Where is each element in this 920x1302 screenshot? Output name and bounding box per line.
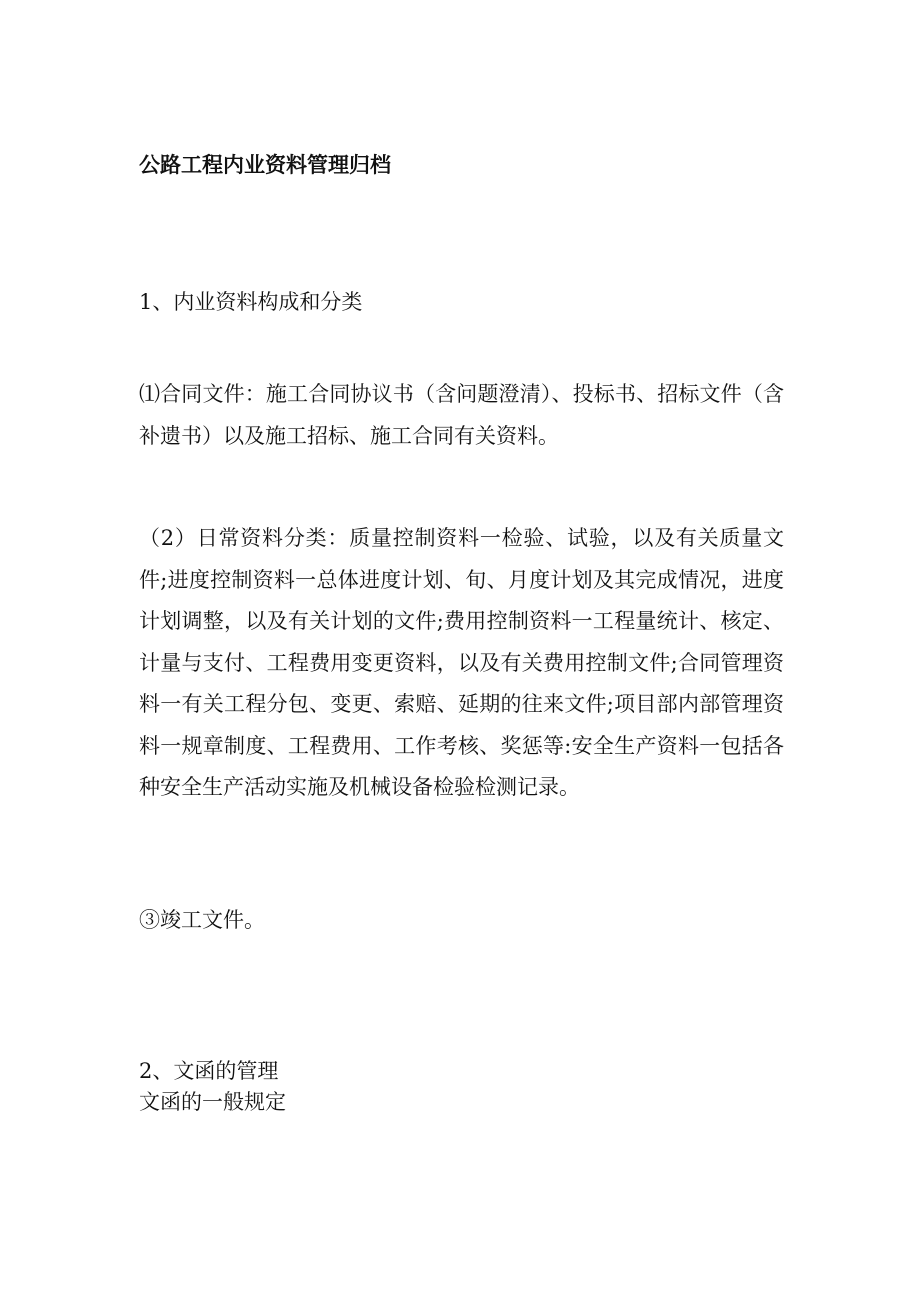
section-1-item-3: ③竣工文件。 bbox=[139, 908, 265, 932]
section-2-subheading: 文函的一般规定 bbox=[139, 1090, 286, 1114]
section-1-item-1: ⑴合同文件：施工合同协议书（含问题澄清）、投标书、招标文件（含补遗书）以及施工招标、施工合同有关资料。 bbox=[139, 382, 784, 448]
section-1-heading: 1、内业资料构成和分类 bbox=[139, 290, 363, 314]
section-2-heading: 2、文函的管理 bbox=[139, 1059, 279, 1083]
section-1-item-2: （2）日常资料分类：质量控制资料一检验、试验，以及有关质量文件;进度控制资料一总体进度计划、旬、月度计划及其完成情况，进度计划调整，以及有关计划的文件;费用控制资料一工程量统计、核定、计量与支付、工程费用变更资料，以及有关费用控制文件;合同管理资料一有关工程分包、变更、索赔、延期的往来文件;项目部内部管理资料一规章制度、工程费用、工作考核、奖惩等:安全生产资料一包括各种安全生产活动实施及机械设备检验检测记录。 bbox=[139, 526, 784, 799]
document-title: 公路工程内业资料管理归档 bbox=[139, 153, 391, 177]
